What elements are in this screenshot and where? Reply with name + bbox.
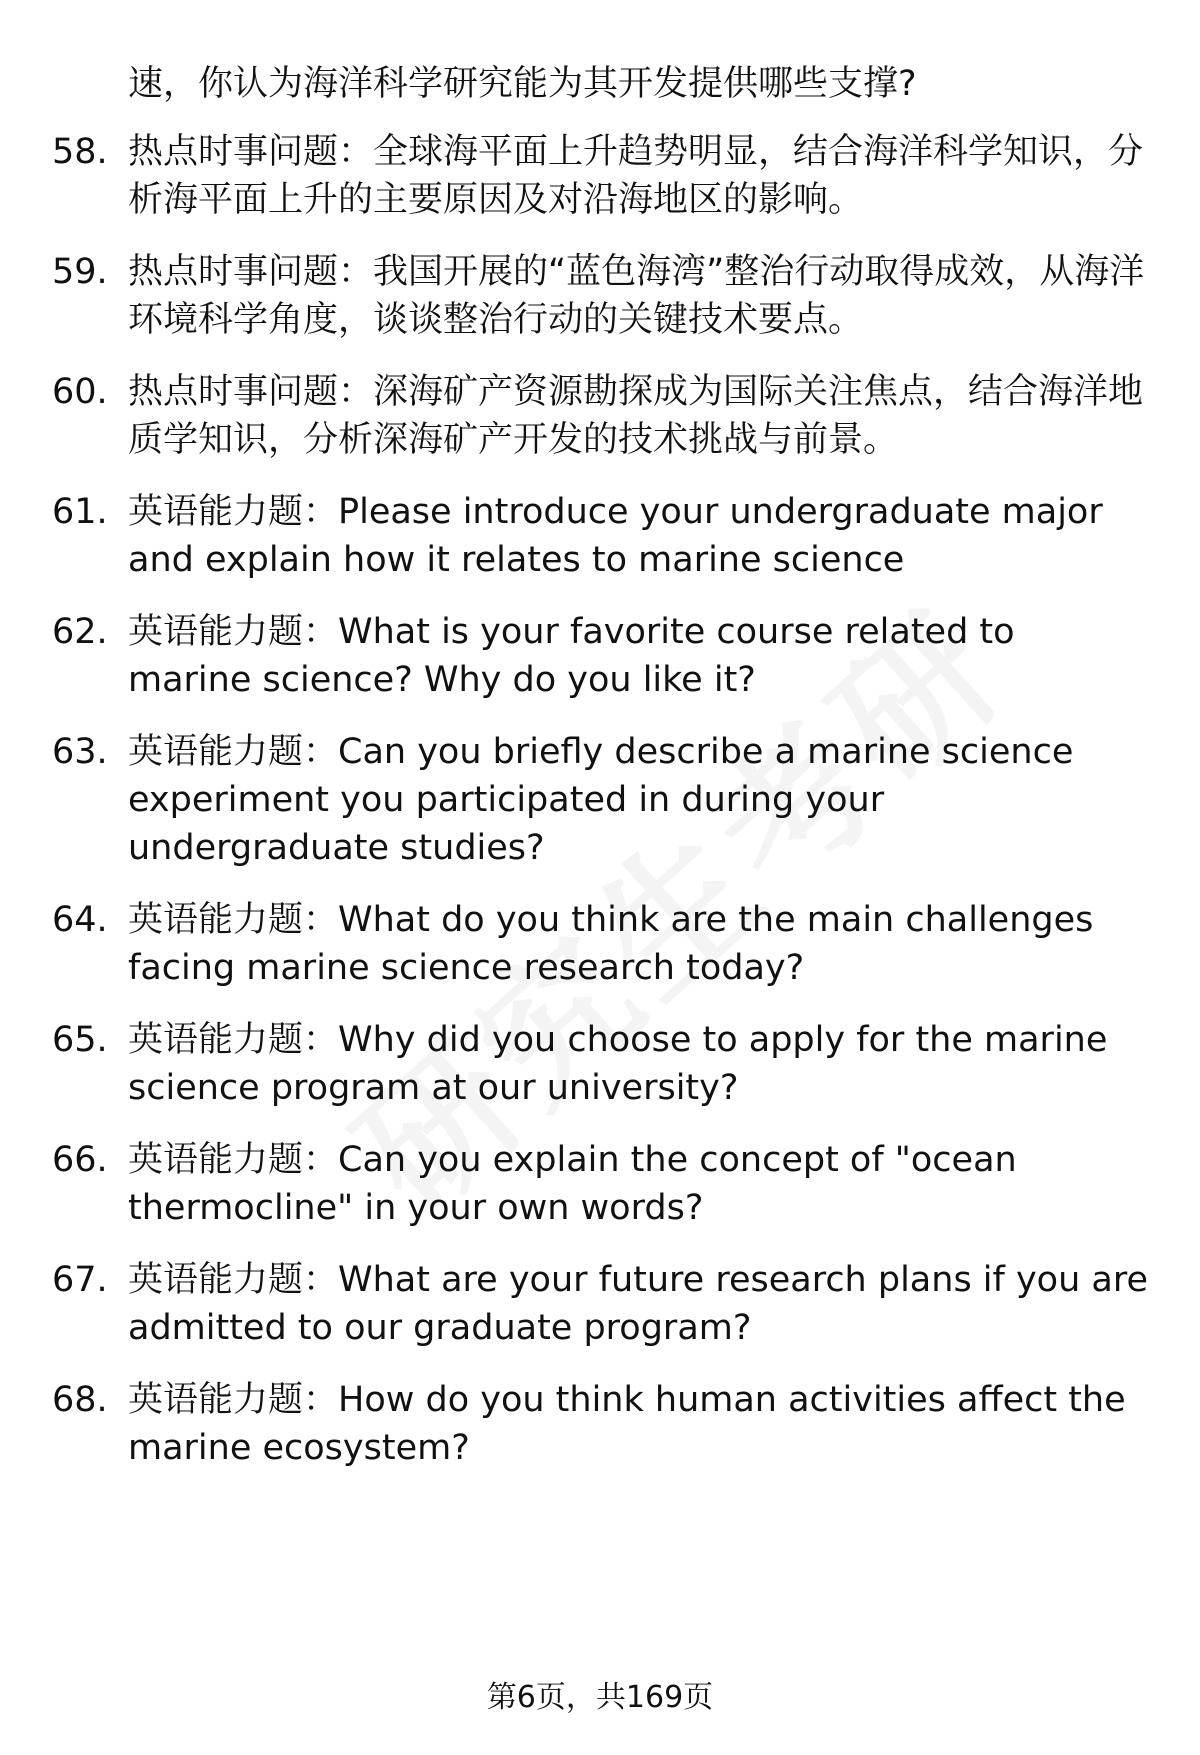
question-number: 59. bbox=[52, 252, 108, 292]
question-number: 65. bbox=[52, 1020, 108, 1060]
question-text: 热点时事问题：全球海平面上升趋势明显，结合海洋科学知识，分析海平面上升的主要原因及对沿海地区的影响。 bbox=[128, 132, 1144, 220]
page-footer: 第6页，共169页 bbox=[486, 1680, 714, 1715]
question-text: 英语能力题：Why did you choose to apply for the marine science program at our university? bbox=[128, 1020, 1108, 1108]
question-text: 英语能力题：Can you briefly describe a marine science experiment you participated in during your undergraduate studies? bbox=[128, 732, 1074, 868]
question-text: 英语能力题：Please introduce your undergraduate major and explain how it relates to marine science bbox=[128, 492, 1103, 580]
question-number: 63. bbox=[52, 732, 108, 772]
question-number: 64. bbox=[52, 900, 108, 940]
continuation-text: 速，你认为海洋科学研究能为其开发提供哪些支撑? bbox=[128, 64, 917, 104]
question-number: 62. bbox=[52, 612, 108, 652]
question-number: 66. bbox=[52, 1140, 108, 1180]
question-text: 英语能力题：What is your favorite course related to marine science? Why do you like it? bbox=[128, 612, 1015, 700]
question-text: 热点时事问题：深海矿产资源勘探成为国际关注焦点，结合海洋地质学知识，分析深海矿产开发的技术挑战与前景。 bbox=[128, 372, 1144, 460]
question-number: 67. bbox=[52, 1260, 108, 1300]
question-text: 英语能力题：Can you explain the concept of "ocean thermocline" in your own words? bbox=[128, 1140, 1017, 1228]
question-text: 英语能力题：How do you think human activities affect the marine ecosystem? bbox=[128, 1380, 1126, 1468]
question-text: 英语能力题：What are your future research plans if you are admitted to our graduate program? bbox=[128, 1260, 1149, 1348]
question-number: 60. bbox=[52, 372, 108, 412]
question-number: 61. bbox=[52, 492, 108, 532]
question-number: 58. bbox=[52, 132, 108, 172]
question-text: 英语能力题：What do you think are the main challenges facing marine science research today? bbox=[128, 900, 1094, 988]
question-text: 热点时事问题：我国开展的“蓝色海湾”整治行动取得成效，从海洋环境科学角度，谈谈整治行动的关键技术要点。 bbox=[128, 252, 1145, 340]
question-number: 68. bbox=[52, 1380, 108, 1420]
